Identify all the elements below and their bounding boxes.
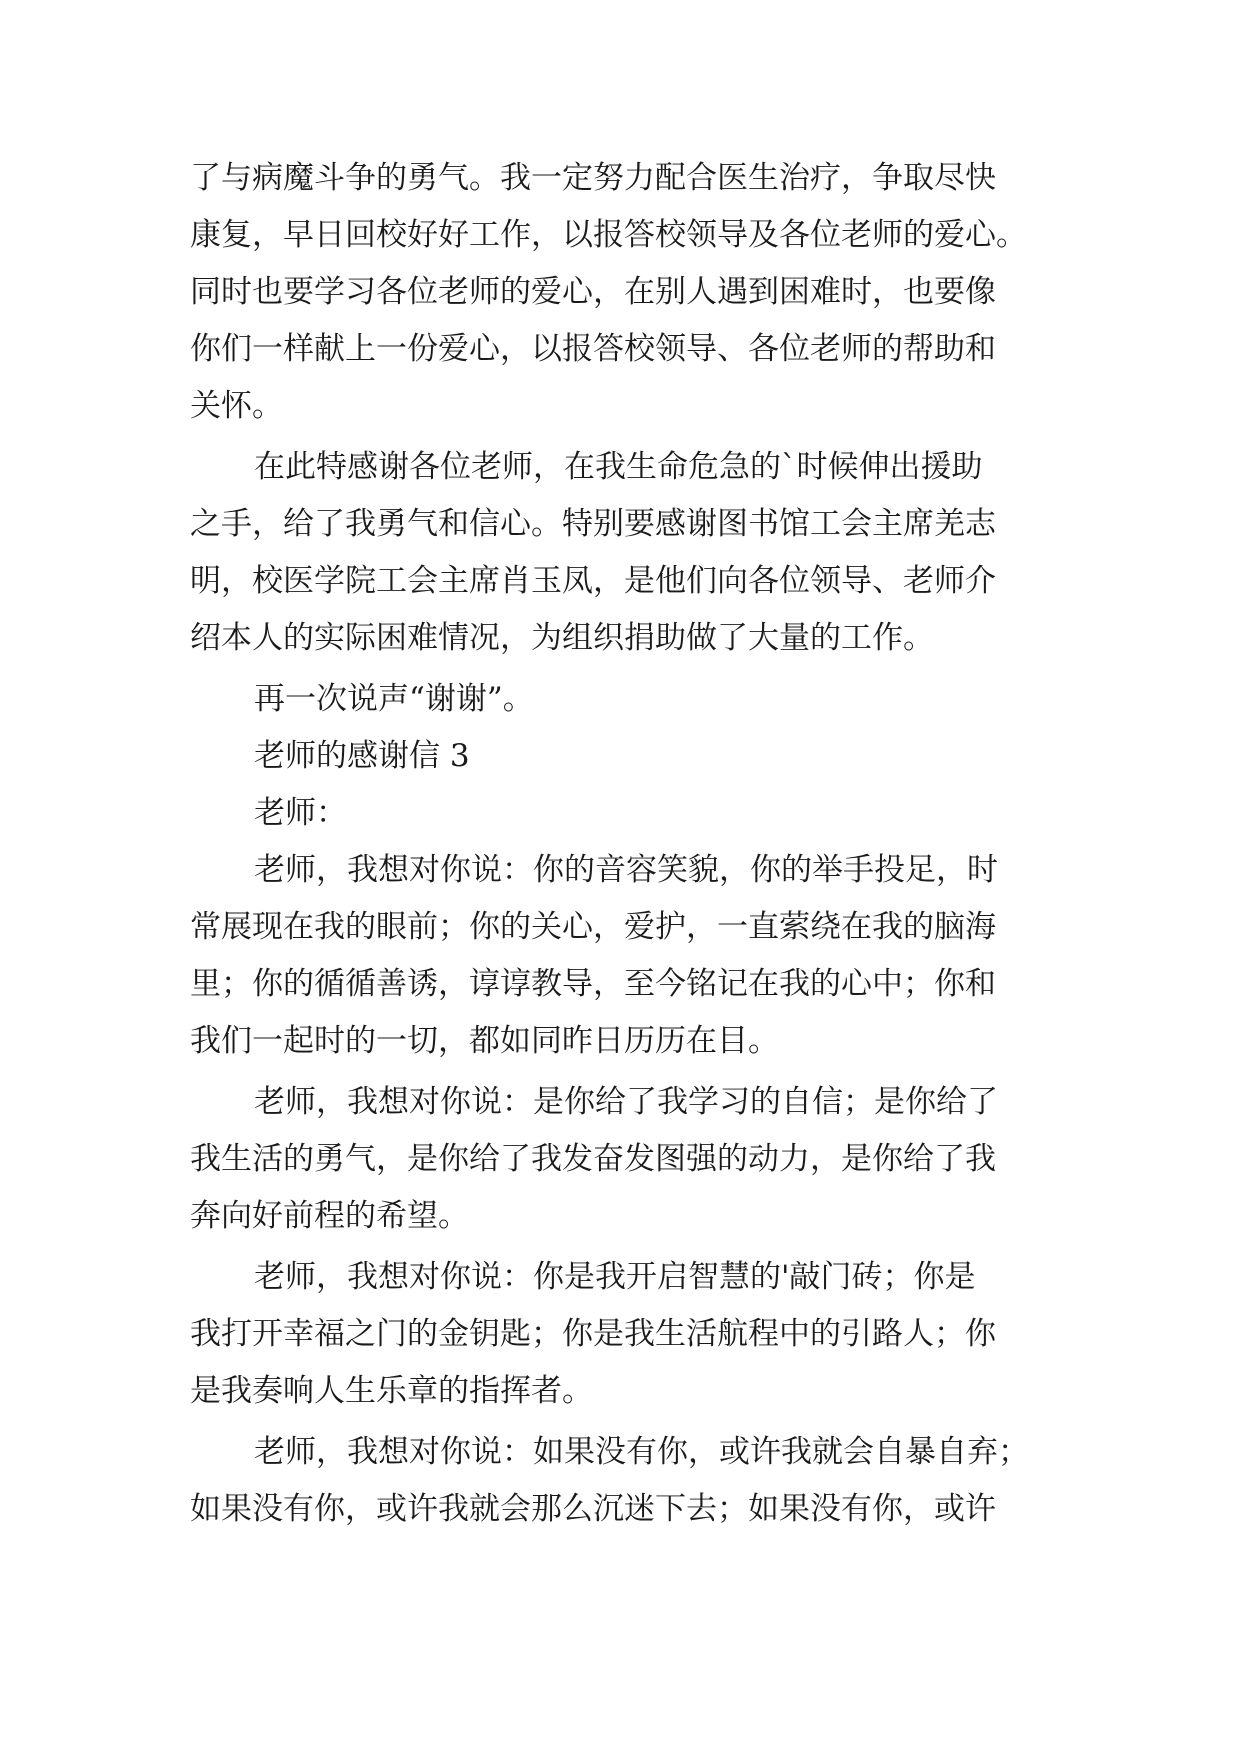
text-line: 同时也要学习各位老师的爱心，在别人遇到困难时，也要像 — [190, 274, 996, 310]
text-line: 常展现在我的眼前；你的关心，爱护，一直萦绕在我的脑海 — [190, 909, 996, 945]
text-line: 里；你的循循善诱，谆谆教导，至今铭记在我的心中；你和 — [190, 966, 996, 1002]
paragraph-start-line: 在此特感谢各位老师，在我生命危急的`时候伸出援助 — [254, 449, 983, 485]
paragraph-start-line: 老师，我想对你说：你的音容笑貌，你的举手投足，时 — [254, 852, 998, 888]
text-line: 我生活的勇气，是你给了我发奋发图强的动力，是你给了我 — [190, 1141, 996, 1177]
text-line: 如果没有你，或许我就会那么沉迷下去；如果没有你，或许 — [190, 1491, 996, 1527]
paragraph-start-line: 老师，我想对你说：你是我开启智慧的'敲门砖；你是 — [254, 1259, 976, 1295]
text-line: 你们一样献上一份爱心，以报答校领导、各位老师的帮助和 — [190, 331, 996, 367]
text-line: 绍本人的实际困难情况，为组织捐助做了大量的工作。 — [190, 620, 934, 656]
text-line: 了与病魔斗争的勇气。我一定努力配合医生治疗，争取尽快 — [190, 160, 996, 196]
text-line: 康复，早日回校好好工作，以报答校领导及各位老师的爱心。 — [190, 217, 1027, 253]
paragraph-start-line: 老师，我想对你说：是你给了我学习的自信；是你给了 — [254, 1084, 998, 1120]
text-line: 是我奏响人生乐章的指挥者。 — [190, 1373, 593, 1409]
text-line: 我打开幸福之门的金钥匙；你是我生活航程中的引路人；你 — [190, 1316, 996, 1352]
paragraph-start-line: 老师，我想对你说：如果没有你，或许我就会自暴自弃； — [254, 1434, 1029, 1470]
text-line: 我们一起时的一切，都如同昨日历历在目。 — [190, 1023, 779, 1059]
text-line: 奔向好前程的希望。 — [190, 1198, 469, 1234]
paragraph-start-line: 再一次说声“谢谢”。 — [254, 681, 534, 717]
text-line: 之手，给了我勇气和信心。特别要感谢图书馆工会主席羌志 — [190, 506, 996, 542]
text-line: 关怀。 — [190, 388, 283, 424]
text-line: 明，校医学院工会主席肖玉凤，是他们向各位领导、老师介 — [190, 563, 996, 599]
section-heading: 老师的感谢信 3 — [254, 738, 470, 774]
salutation-line: 老师： — [254, 795, 347, 831]
